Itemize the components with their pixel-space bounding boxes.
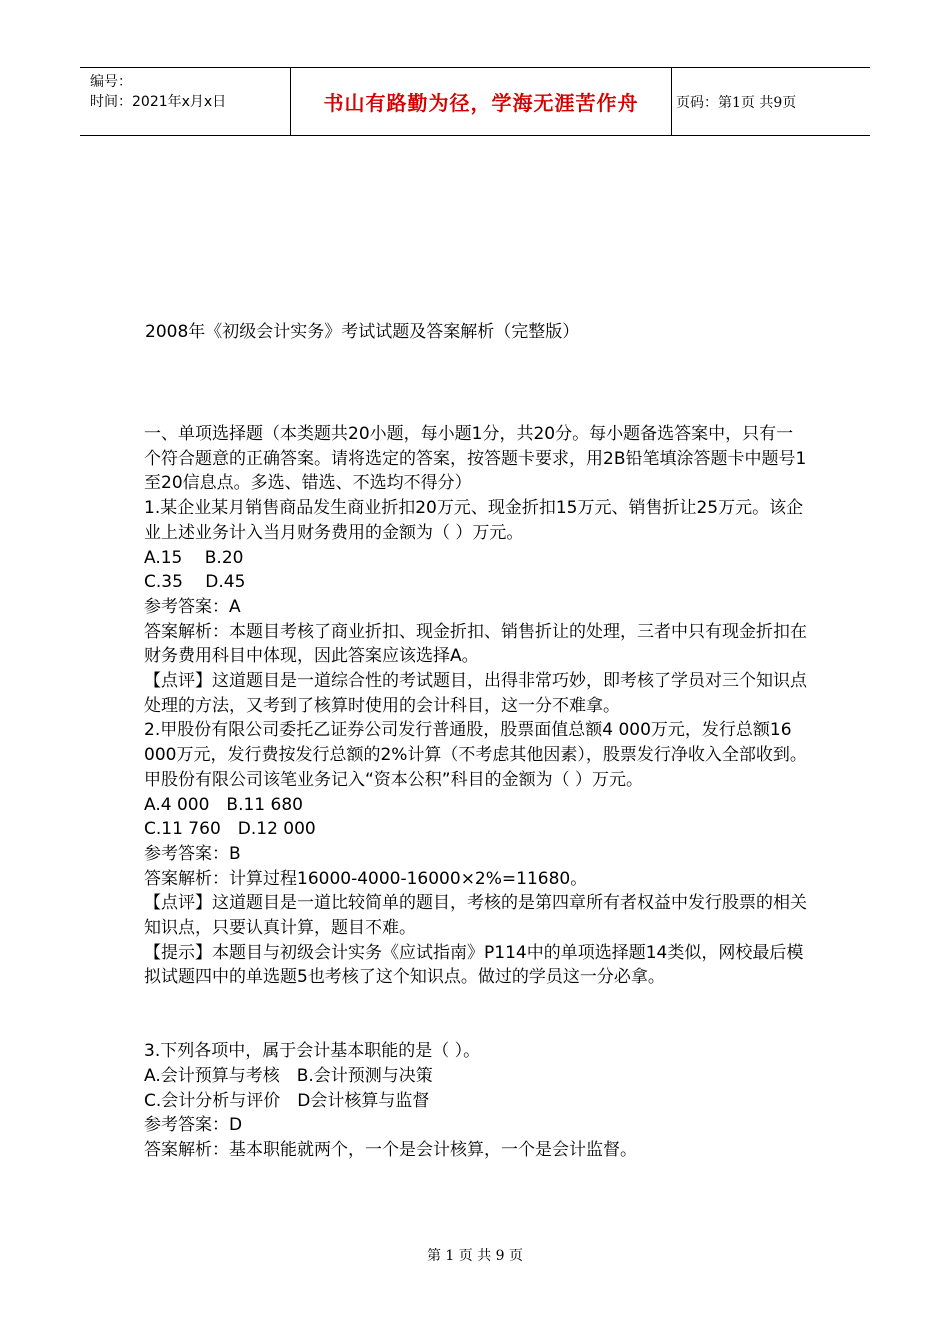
paragraph: 答案解析：基本职能就两个，一个是会计核算，一个是会计监督。	[144, 1139, 637, 1160]
paragraph: C.会计分析与评价 D会计核算与监督	[144, 1090, 430, 1111]
paragraph: C.35 D.45	[144, 572, 246, 593]
paragraph: 参考答案：D	[144, 1115, 243, 1136]
paragraph: A.会计预算与考核 B.会计预测与决策	[144, 1065, 433, 1086]
page-footer: 第 1 页 共 9 页	[426, 1248, 524, 1264]
paragraph: 参考答案：B	[144, 843, 241, 864]
paragraph: 2.甲股份有限公司委托乙证券公司发行普通股，股票面值总额4 000万元，发行总额16 000万元，发行费按发行总额的2%计算（不考虑其他因素），股票发行净收入全部收到。甲股份有限公司该笔业务记入“资本公积”科目的金额为（ ）万元。	[144, 720, 807, 790]
section-questions-1-2	[144, 422, 809, 990]
paragraph: 【点评】这道题目是一道比较简单的题目，考核的是第四章所有者权益中发行股票的相关知识点，只要认真计算，题目不难。	[144, 893, 807, 939]
paragraph: 【提示】本题目与初级会计实务《应试指南》P114中的单项选择题14类似，网校最后模拟试题四中的单选题5也考核了这个知识点。做过的学员这一分必拿。	[144, 942, 804, 988]
paragraph: 【点评】这道题目是一道综合性的考试题目，出得非常巧妙，即考核了学员对三个知识点处理的方法，又考到了核算时使用的会计科目，这一分不难拿。	[144, 671, 807, 716]
page-header	[80, 67, 870, 136]
document-title: 2008年《初级会计实务》考试试题及答案解析（完整版）	[145, 322, 580, 342]
paragraph: 答案解析：本题目考核了商业折扣、现金折扣、销售折让的处理，三者中只有现金折扣在财务费用科目中体现，因此答案应该选择A。	[144, 621, 807, 667]
header-motto-cell	[291, 68, 672, 136]
paragraph: C.11 760 D.12 000	[144, 819, 316, 840]
motto: 书山有路勤为径，学海无涯苦作舟	[323, 91, 639, 115]
paragraph: 3.下列各项中，属于会计基本职能的是（ ）。	[144, 1041, 481, 1062]
serial-label: 编号：	[90, 74, 132, 90]
paragraph: 答案解析：计算过程16000-4000-16000×2%=11680。	[144, 868, 588, 889]
time-label: 时间：2021年x月x日	[90, 94, 227, 110]
document-body	[144, 422, 809, 1163]
paragraph: A.4 000 B.11 680	[144, 794, 303, 815]
paragraph: A.15 B.20	[144, 547, 244, 568]
section-question-3	[144, 1039, 809, 1163]
header-meta-cell	[80, 68, 291, 136]
paragraph: 1.某企业某月销售商品发生商业折扣20万元、现金折扣15万元、销售折让25万元。该企业上述业务计入当月财务费用的金额为（ ）万元。	[144, 498, 804, 543]
header-page-info: 页码：第1页 共9页	[672, 68, 871, 136]
paragraph: 一、单项选择题（本类题共20小题，每小题1分，共20分。每小题备选答案中，只有一个符合题意的正确答案。请将选定的答案，按答题卡要求，用2B铅笔填涂答题卡中题号1至20信息点。多选、错选、不选均不得分）	[144, 424, 807, 494]
paragraph: 参考答案：A	[144, 596, 241, 617]
section-gap	[144, 990, 809, 1039]
